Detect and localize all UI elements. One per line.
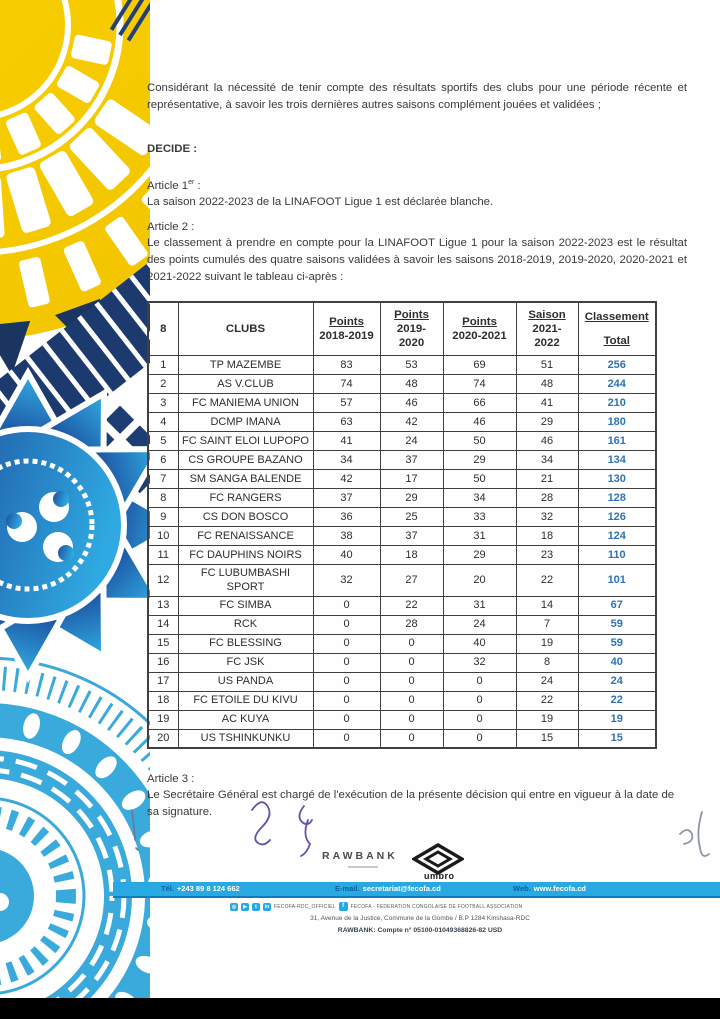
points: 29	[443, 451, 516, 470]
points: 0	[313, 672, 380, 691]
total-points: 22	[578, 691, 656, 710]
club-name: FC RENAISSANCE	[178, 527, 313, 546]
total-points: 210	[578, 394, 656, 413]
points: 0	[380, 710, 443, 729]
total-points: 256	[578, 356, 656, 375]
rank: 9	[148, 508, 178, 527]
points: 22	[516, 691, 578, 710]
points: 0	[313, 615, 380, 634]
rawbank-logo: RAWBANK	[322, 850, 398, 862]
total-points: 128	[578, 489, 656, 508]
rank: 8	[148, 489, 178, 508]
footer-web	[513, 884, 586, 893]
rank: 4	[148, 413, 178, 432]
points: 0	[313, 691, 380, 710]
club-name: FC SIMBA	[178, 596, 313, 615]
rank: 1	[148, 356, 178, 375]
total-points: 124	[578, 527, 656, 546]
intro-paragraph: Considérant la nécessité de tenir compte des résultats sportifs des clubs pour une période récente et représentative, à savoir les trois dernières autres saisons complément jouées et validées ;	[147, 82, 687, 112]
rank: 20	[148, 729, 178, 748]
table-row	[148, 615, 656, 634]
points: 42	[380, 413, 443, 432]
total-points: 59	[578, 615, 656, 634]
club-name: FC ETOILE DU KIVU	[178, 691, 313, 710]
club-name: FC BLESSING	[178, 634, 313, 653]
table-row	[148, 432, 656, 451]
table-row	[148, 451, 656, 470]
total-points: 130	[578, 470, 656, 489]
points: 17	[380, 470, 443, 489]
points: 27	[380, 565, 443, 597]
total-points: 134	[578, 451, 656, 470]
points: 0	[443, 710, 516, 729]
club-name: AS V.CLUB	[178, 375, 313, 394]
rank: 7	[148, 470, 178, 489]
youtube-icon: ▶	[241, 903, 249, 911]
total-points: 59	[578, 634, 656, 653]
table-row	[148, 546, 656, 565]
points: 51	[516, 356, 578, 375]
points: 34	[516, 451, 578, 470]
club-name: FC SAINT ELOI LUPOPO	[178, 432, 313, 451]
rank: 18	[148, 691, 178, 710]
total-points: 67	[578, 596, 656, 615]
table-row	[148, 634, 656, 653]
decide-heading: DECIDE :	[147, 143, 197, 155]
table-row	[148, 394, 656, 413]
points: 0	[380, 653, 443, 672]
points: 41	[516, 394, 578, 413]
article3-label: Article 3 :	[147, 773, 195, 785]
points: 0	[380, 691, 443, 710]
points: 24	[443, 615, 516, 634]
total-points: 24	[578, 672, 656, 691]
facebook-page-name: FECOFA - FEDERATION CONGOLAISE DE FOOTBALL ASSOCIATION	[350, 903, 523, 910]
points: 0	[443, 672, 516, 691]
table-row	[148, 710, 656, 729]
points: 0	[313, 596, 380, 615]
club-name: CS GROUPE BAZANO	[178, 451, 313, 470]
table-row	[148, 527, 656, 546]
table-row	[148, 470, 656, 489]
points: 34	[313, 451, 380, 470]
article2-label: Article 2 :	[147, 221, 195, 233]
points: 46	[516, 432, 578, 451]
points: 74	[313, 375, 380, 394]
points: 46	[380, 394, 443, 413]
footer-email	[335, 884, 441, 893]
points: 37	[380, 527, 443, 546]
club-name: SM SANGA BALENDE	[178, 470, 313, 489]
points: 40	[313, 546, 380, 565]
points: 20	[443, 565, 516, 597]
club-name: DCMP IMANA	[178, 413, 313, 432]
points: 21	[516, 470, 578, 489]
email-label: E-mail.	[335, 884, 360, 893]
table-row	[148, 565, 656, 597]
total-points: 110	[578, 546, 656, 565]
footer-address: 31, Avenue de la Justice, Commune de la Gombe / B.P 1284 Kinshasa-RDC	[310, 915, 530, 922]
article1-colon: :	[194, 180, 201, 192]
table-row	[148, 729, 656, 748]
header-cell: Saison 2021- 2022	[516, 302, 578, 356]
points: 37	[313, 489, 380, 508]
points: 50	[443, 470, 516, 489]
total-points: 161	[578, 432, 656, 451]
points: 24	[380, 432, 443, 451]
points: 19	[516, 710, 578, 729]
points: 19	[516, 634, 578, 653]
points: 0	[380, 729, 443, 748]
twitter-icon: t	[252, 903, 260, 911]
points: 23	[516, 546, 578, 565]
rank: 13	[148, 596, 178, 615]
article1-body: La saison 2022-2023 de la LINAFOOT Ligue 1 est déclarée blanche.	[147, 196, 494, 208]
header-cell: CLUBS	[178, 302, 313, 356]
points: 38	[313, 527, 380, 546]
points: 34	[443, 489, 516, 508]
total-points: 19	[578, 710, 656, 729]
points: 32	[313, 565, 380, 597]
rank: 11	[148, 546, 178, 565]
points: 48	[380, 375, 443, 394]
points: 48	[516, 375, 578, 394]
article2-body: Le classement à prendre en compte pour la LINAFOOT Ligue 1 pour la saison 2022-2023 est le résultat des points cumulés des quatre saisons validées à savoir les saisons 2018-2019, 2019-2020, 2020-2021 et 2021-2022 suivant le tableau ci-après :	[147, 237, 687, 284]
social-handle: FECOFA-RDC_OFFICIEL	[274, 903, 336, 910]
umbro-logo-word: umbro	[424, 871, 455, 881]
club-name: FC LUBUMBASHI SPORT	[178, 565, 313, 597]
table-row	[148, 356, 656, 375]
club-name: US PANDA	[178, 672, 313, 691]
total-points: 244	[578, 375, 656, 394]
footer-bank-account: RAWBANK: Compte n° 05100-01049368826-82 USD	[337, 927, 503, 934]
standings-body	[148, 356, 656, 749]
footer-phone	[161, 884, 240, 893]
points: 15	[516, 729, 578, 748]
rank: 17	[148, 672, 178, 691]
rank: 5	[148, 432, 178, 451]
points: 57	[313, 394, 380, 413]
points: 22	[516, 565, 578, 597]
rank: 14	[148, 615, 178, 634]
club-name: US TSHINKUNKU	[178, 729, 313, 748]
points: 0	[313, 710, 380, 729]
club-name: TP MAZEMBE	[178, 356, 313, 375]
footer-contact-bar	[113, 882, 720, 898]
standings-table	[147, 301, 657, 749]
table-row	[148, 691, 656, 710]
phone-label: Tél.	[161, 884, 174, 893]
facebook-icon: f	[339, 902, 348, 911]
table-row	[148, 672, 656, 691]
points: 29	[516, 413, 578, 432]
club-name: CS DON BOSCO	[178, 508, 313, 527]
rank: 16	[148, 653, 178, 672]
total-points: 180	[578, 413, 656, 432]
header-cell: Points 2020-2021	[443, 302, 516, 356]
points: 69	[443, 356, 516, 375]
header-cell: Points 2018-2019	[313, 302, 380, 356]
instagram-icon: ◎	[231, 903, 237, 910]
points: 0	[313, 634, 380, 653]
club-name: FC DAUPHINS NOIRS	[178, 546, 313, 565]
points: 63	[313, 413, 380, 432]
rank: 3	[148, 394, 178, 413]
points: 0	[380, 634, 443, 653]
margin-pen-mark	[126, 806, 146, 854]
points: 36	[313, 508, 380, 527]
points: 25	[380, 508, 443, 527]
rawbank-tagline	[348, 866, 378, 868]
points: 46	[443, 413, 516, 432]
article1-superscript: er	[188, 179, 195, 187]
total-points: 101	[578, 565, 656, 597]
rank: 12	[148, 565, 178, 597]
club-name: FC MANIEMA UNION	[178, 394, 313, 413]
table-row	[148, 413, 656, 432]
rank: 19	[148, 710, 178, 729]
club-name: AC KUYA	[178, 710, 313, 729]
club-name: FC JSK	[178, 653, 313, 672]
points: 31	[443, 596, 516, 615]
points: 28	[380, 615, 443, 634]
rank: 2	[148, 375, 178, 394]
standings-header-row	[148, 302, 656, 356]
points: 14	[516, 596, 578, 615]
points: 40	[443, 634, 516, 653]
points: 8	[516, 653, 578, 672]
table-row	[148, 489, 656, 508]
points: 18	[516, 527, 578, 546]
points: 50	[443, 432, 516, 451]
edge-pen-mark	[668, 806, 716, 872]
rank: 15	[148, 634, 178, 653]
points: 32	[443, 653, 516, 672]
points: 22	[380, 596, 443, 615]
points: 18	[380, 546, 443, 565]
points: 28	[516, 489, 578, 508]
points: 29	[380, 489, 443, 508]
points: 66	[443, 394, 516, 413]
email-value: secretariat@fecofa.cd	[362, 884, 441, 893]
web-label: Web.	[513, 884, 531, 893]
points: 32	[516, 508, 578, 527]
points: 37	[380, 451, 443, 470]
points: 0	[313, 653, 380, 672]
header-cell: Classement Total	[578, 302, 656, 356]
table-row	[148, 508, 656, 527]
points: 24	[516, 672, 578, 691]
bottom-black-bar	[0, 998, 720, 1019]
points: 41	[313, 432, 380, 451]
header-cell: Points 2019- 2020	[380, 302, 443, 356]
linkedin-icon: in	[264, 903, 270, 910]
points: 0	[313, 729, 380, 748]
table-row	[148, 653, 656, 672]
article3-body: Le Secrétaire Général est chargé de l'exécution de la présente décision qui entre en vigueur à la date de sa signature.	[147, 789, 675, 819]
total-points: 15	[578, 729, 656, 748]
rank: 6	[148, 451, 178, 470]
points: 0	[380, 672, 443, 691]
points: 53	[380, 356, 443, 375]
points: 29	[443, 546, 516, 565]
points: 0	[443, 691, 516, 710]
total-points: 126	[578, 508, 656, 527]
points: 83	[313, 356, 380, 375]
rank: 10	[148, 527, 178, 546]
total-points: 40	[578, 653, 656, 672]
points: 42	[313, 470, 380, 489]
article1-label	[147, 178, 201, 195]
points: 0	[443, 729, 516, 748]
points: 7	[516, 615, 578, 634]
points: 74	[443, 375, 516, 394]
club-name: FC RANGERS	[178, 489, 313, 508]
web-value: www.fecofa.cd	[533, 884, 587, 893]
footer-social-row	[230, 902, 522, 911]
header-cell: 8	[148, 302, 178, 356]
points: 33	[443, 508, 516, 527]
club-name: RCK	[178, 615, 313, 634]
points: 31	[443, 527, 516, 546]
table-row	[148, 596, 656, 615]
phone-value: +243 89 8 124 662	[176, 884, 240, 893]
table-row	[148, 375, 656, 394]
article1-label-text: Article 1	[147, 180, 189, 192]
